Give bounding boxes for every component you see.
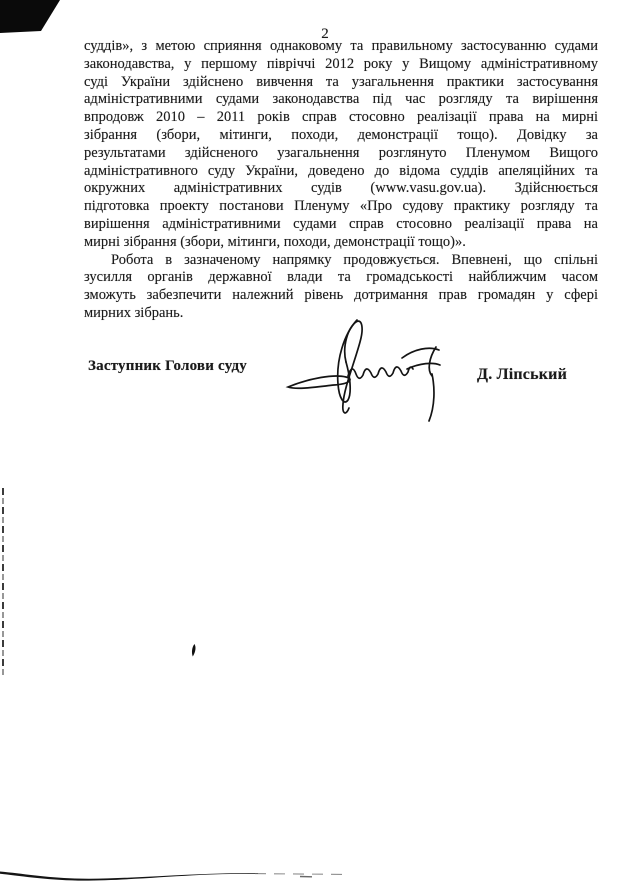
- text-line: підготовка проекту постанови Пленуму «Про судову практику розгляду та: [84, 198, 598, 215]
- text-line: Робота в зазначеному напрямку продовжується. Впевнені, що спільні: [111, 251, 598, 268]
- signatory-name: Д. Ліпський: [477, 366, 568, 383]
- text-line: мирних зібрань.: [84, 304, 184, 321]
- scan-streak-artifact: [0, 866, 360, 881]
- document-body: [84, 38, 598, 323]
- text-line: суді України здійснено вивчення та узагальнення практики застосування: [84, 73, 598, 90]
- handwritten-signature: [282, 316, 444, 424]
- signatory-title: Заступник Голови суду: [88, 358, 247, 374]
- page-number: 2: [321, 26, 329, 42]
- text-line: зможуть забезпечити належний рівень дотримання прав громадян у сфері: [84, 287, 598, 304]
- text-line: суддів», з метою сприяння однаковому та правильному застосуванню судами: [84, 38, 598, 54]
- text-line: зусилля органів державної влади та громадськості найближчим часом: [84, 269, 598, 286]
- text-line: вирішення адміністративними судами справ стосовно реалізації права на: [84, 215, 598, 232]
- text-line: законодавства, у першому півріччі 2012 року у Вищому адміністративному: [84, 55, 598, 72]
- ink-speck-artifact: [189, 643, 197, 658]
- text-line: мирні зібрання (збори, мітинги, походи, демонстрації тощо)».: [84, 233, 466, 250]
- text-line: зібрання (збори, мітинги, походи, демонстрації тощо). Довідку за: [84, 126, 598, 143]
- text-line: адміністративного суду України, доведено до відома суддів апеляційних та: [84, 162, 598, 179]
- text-line: результатами здійсненого узагальнення розглянуто Пленумом Вищого: [84, 144, 598, 161]
- scan-edge-line-artifact: [2, 488, 4, 678]
- text-line: адміністративними судами законодавства під час розгляду та вирішення: [84, 91, 598, 108]
- text-line: окружних адміністративних судів (www.vasu.gov.ua). Здійснюється: [84, 180, 598, 197]
- text-line: впродовж 2010 – 2011 років справ стосовно реалізації права на мирні: [84, 109, 598, 126]
